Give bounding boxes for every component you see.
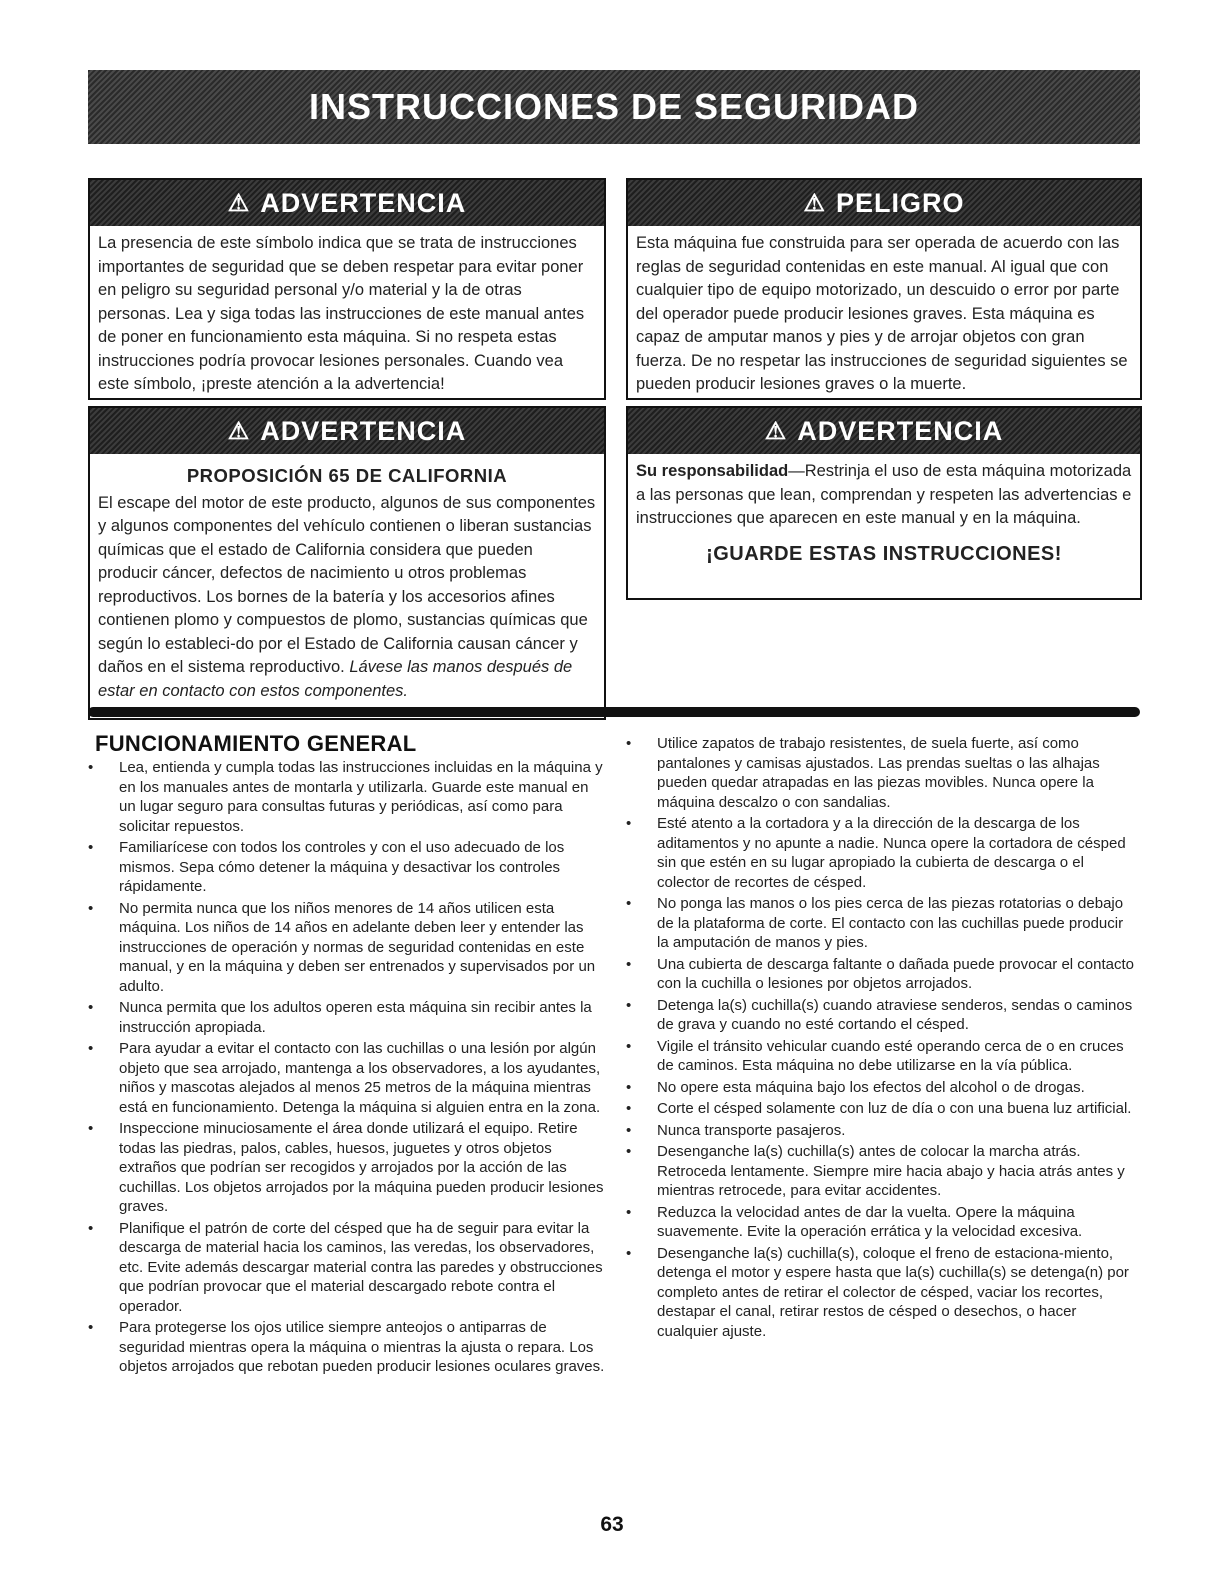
warning-box-prop65 [88, 406, 606, 720]
bullet-icon: • [626, 735, 632, 752]
bullet-icon: • [626, 1078, 632, 1096]
list-item-text: Corte el césped solamente con luz de día o con una buena luz artificial. [657, 1100, 1132, 1117]
list-item-text: Nunca transporte pasajeros. [657, 1121, 846, 1139]
list-item [626, 955, 1138, 994]
bullet-icon: • [88, 899, 94, 917]
save-instructions-text: ¡GUARDE ESTAS INSTRUCCIONES! [706, 542, 1062, 565]
bullet-icon: • [88, 1319, 94, 1336]
list-item [626, 996, 1138, 1035]
section-title: FUNCIONAMIENTO GENERAL [95, 731, 417, 756]
list-item [88, 899, 608, 997]
bullet-icon: • [88, 839, 94, 856]
right-bullet-list [626, 734, 1138, 1343]
list-item-text: Vigile el tránsito vehicular cuando esté operando cerca de o en cruces de caminos. Esta máquina no debe utilizarse en la vía pública. [657, 1037, 1124, 1074]
warning-box-text: La presencia de este símbolo indica que se trata de instrucciones importantes de seguridad que se deben respetar para evitar poner en peligro su seguridad personal y/o material y la de otras personas. Lea y siga todas las instrucciones de este manual antes de poner en funcionamiento esta máquina. Si no respeta estas instrucciones podría provocar lesiones personales. Cuando vea este símbolo, ¡preste atención a la advertencia! [98, 234, 585, 393]
list-item [626, 1121, 1138, 1141]
list-item-text: Para ayudar a evitar el contacto con las cuchillas o una lesión por algún objeto que sea arrojado, mantenga a los observadores, a los ayudantes, niños y mascotas alejados al menos 25 metros de la máquina mientras está en funcionamiento. Detenga la máquina si alguien entra en la zona. [119, 1040, 601, 1116]
bullet-icon: • [88, 759, 94, 776]
bullet-icon: • [626, 1143, 632, 1160]
warning-box-header [628, 408, 1140, 454]
bullet-icon: • [88, 999, 94, 1016]
list-item-text: Esté atento a la cortadora y a la dirección de la descarga de los aditamentos y no apunte a nadie. Nunca opere la cortadora de césped sin que estén en su lugar apropiado la cubierta de descarga o el colector de recortes de césped. [657, 815, 1126, 891]
bullet-icon: • [88, 1219, 94, 1237]
list-item-text: Una cubierta de descarga faltante o dañada puede provocar el contacto con la cuchilla o lesiones por objetos arrojados. [657, 955, 1134, 992]
list-item [626, 1037, 1138, 1076]
warning-box-title: ADVERTENCIA [260, 187, 467, 218]
list-item [88, 1318, 608, 1377]
list-item [88, 998, 608, 1037]
list-item [626, 1244, 1138, 1342]
warning-box-title: ADVERTENCIA [797, 415, 1004, 446]
list-item-text: Utilice zapatos de trabajo resistentes, de suela fuerte, así como pantalones y camisas ajustados. Las prendas sueltas o las alhajas pueden quedar atrapadas en las piezas movibles. Nunca opere la máquina descalzo o con sandalias. [657, 735, 1100, 811]
responsibility-text: Su responsabilidad—Restrinja el uso de esta máquina motorizada a las personas que lean, comprendan y respeten las advertencias e instrucciones que aparecen en este manual y en la máquina. [636, 462, 1132, 527]
list-item [626, 1078, 1138, 1098]
danger-box-title: PELIGRO [836, 187, 965, 218]
list-item-text: Reduzca la velocidad antes de dar la vuelta. Opere la máquina suavemente. Evite la operación errática y la velocidad excesiva. [657, 1203, 1083, 1240]
list-item-text: No opere esta máquina bajo los efectos del alcohol o de drogas. [657, 1078, 1085, 1096]
prop65-italic-note: Lávese las manos después de estar en contacto con estos componentes. [98, 658, 573, 700]
list-item-text: Desenganche la(s) cuchilla(s), coloque el freno de estaciona-miento, detenga el motor y espere hasta que la(s) cuchilla(s) se detenga(n) por completo antes de retirar el colector de césped, vaciar los recortes, destapar el canal, retirar restos de césped o desechos, o hacer cualquier ajuste. [657, 1244, 1129, 1340]
warning-box-header [90, 408, 604, 454]
left-bullet-list [88, 758, 608, 1379]
warning-triangle-icon: ⚠ [227, 189, 251, 217]
list-item-text: Lea, entienda y cumpla todas las instrucciones incluidas en la máquina y en los manuales antes de montarla y utilizarla. Guarde este manual en un lugar seguro para consultas futuras y periódicas, así como para solicitar repuestos. [119, 759, 603, 835]
warning-box-title: ADVERTENCIA [260, 415, 467, 446]
bullet-icon: • [88, 1120, 94, 1137]
list-item-text: Detenga la(s) cuchilla(s) cuando atraviese senderos, sendas o caminos de grava y cuando no esté cortando el césped. [657, 996, 1133, 1033]
list-item [88, 1219, 608, 1317]
danger-box [626, 178, 1142, 400]
page-banner [88, 70, 1140, 144]
bullet-icon: • [626, 1203, 632, 1221]
prop65-subtitle: PROPOSICIÓN 65 DE CALIFORNIA [186, 465, 508, 486]
list-item-text: Familiarícese con todos los controles y con el uso adecuado de los mismos. Sepa cómo detener la máquina y desactivar los controles rápidamente. [119, 839, 565, 895]
list-item-text: No permita nunca que los niños menores de 14 años utilicen esta máquina. Los niños de 14 años en adelante deben leer y entender las instrucciones de operación y normas de seguridad contenidas en este manual, y en la máquina y deben ser entrenados y supervisados por un adulto. [119, 899, 596, 995]
list-item-text: Desenganche la(s) cuchilla(s) antes de colocar la marcha atrás. Retroceda lentamente. Siempre mire hacia abajo y hacia atrás antes y mientras retrocede, para evitar accidentes. [657, 1143, 1125, 1199]
list-item-text: No ponga las manos o los pies cerca de las piezas rotatorias o debajo de la plataforma de corte. El contacto con las cuchillas puede producir la amputación de manos y pies. [657, 895, 1124, 951]
banner-title: INSTRUCCIONES DE SEGURIDAD [308, 86, 920, 127]
warning-triangle-icon: ⚠ [803, 189, 826, 217]
bullet-icon: • [626, 955, 632, 973]
danger-box-text: Esta máquina fue construida para ser operada de acuerdo con las reglas de seguridad contenidas en este manual. Al igual que con cualquier tipo de equipo motorizado, un descuido o error por parte del operador puede producir lesiones graves. Esta máquina es capaz de amputar manos y pies y de arrojar objetos con gran fuerza. De no respetar las instrucciones de seguridad siguientes se pueden producir lesiones graves o la muerte. [636, 234, 1128, 393]
bullet-icon: • [626, 895, 632, 912]
warning-triangle-icon: ⚠ [227, 417, 251, 445]
danger-box-header [628, 180, 1140, 226]
page-number: 63 [600, 1513, 624, 1536]
list-item [88, 1119, 608, 1217]
list-item-text: Nunca permita que los adultos operen esta máquina sin recibir antes la instrucción apropiada. [119, 999, 592, 1036]
list-item [88, 1039, 608, 1117]
list-item-text: Para protegerse los ojos utilice siempre anteojos o antiparras de seguridad mientras opera la máquina o mientras la ajusta o repara. Los objetos arrojados que rebotan pueden producir lesiones oculares graves. [119, 1319, 605, 1375]
warning-box-symbol [88, 178, 606, 400]
list-item [626, 1142, 1138, 1201]
list-item [626, 1099, 1138, 1119]
list-item-text: Inspeccione minuciosamente el área donde utilizará el equipo. Retire todas las piedras, palos, cables, huesos, juguetes y otros objetos extraños que podrían ser recogidos y arrojados por la acción de las cuchillas. Los objetos arrojados por la máquina pueden producir lesiones graves. [119, 1120, 604, 1215]
list-item [626, 1203, 1138, 1242]
bullet-icon: • [626, 1037, 632, 1055]
prop65-text: El escape del motor de este producto, algunos de sus componentes y algunos componentes del vehículo contienen o liberan sustancias químicas que el estado de California considera que pueden producir cáncer, defectos de nacimiento u otros problemas reproductivos. Los bornes de la batería y los accesorios afines contienen plomo y compuestos de plomo, sustancias químicas que según lo estableci-do por el Estado de California causan cáncer y daños en el sistema reproductivo. Lávese las manos después de estar en contacto con estos componentes. [98, 493, 596, 700]
warning-box-header [90, 180, 604, 226]
warning-triangle-icon: ⚠ [764, 417, 788, 445]
bullet-icon: • [626, 1100, 632, 1117]
section-divider [88, 707, 1140, 717]
list-item [88, 758, 608, 836]
list-item [626, 814, 1138, 892]
bullet-icon: • [626, 815, 632, 832]
bullet-icon: • [626, 996, 632, 1014]
warning-box-responsibility [626, 406, 1142, 600]
bullet-icon: • [626, 1121, 632, 1139]
bullet-icon: • [626, 1244, 632, 1262]
list-item [626, 894, 1138, 953]
bullet-icon: • [88, 1040, 94, 1057]
list-item-text: Planifique el patrón de corte del césped que ha de seguir para evitar la descarga de material hacia los caminos, las veredas, los observadores, etc. Evite además descargar material contra las paredes y obstrucciones que podrían provocar que el material descargado rebote contra el operador. [119, 1219, 603, 1315]
list-item [88, 838, 608, 897]
responsibility-lead: Su responsabilidad [636, 462, 789, 480]
list-item [626, 734, 1138, 812]
